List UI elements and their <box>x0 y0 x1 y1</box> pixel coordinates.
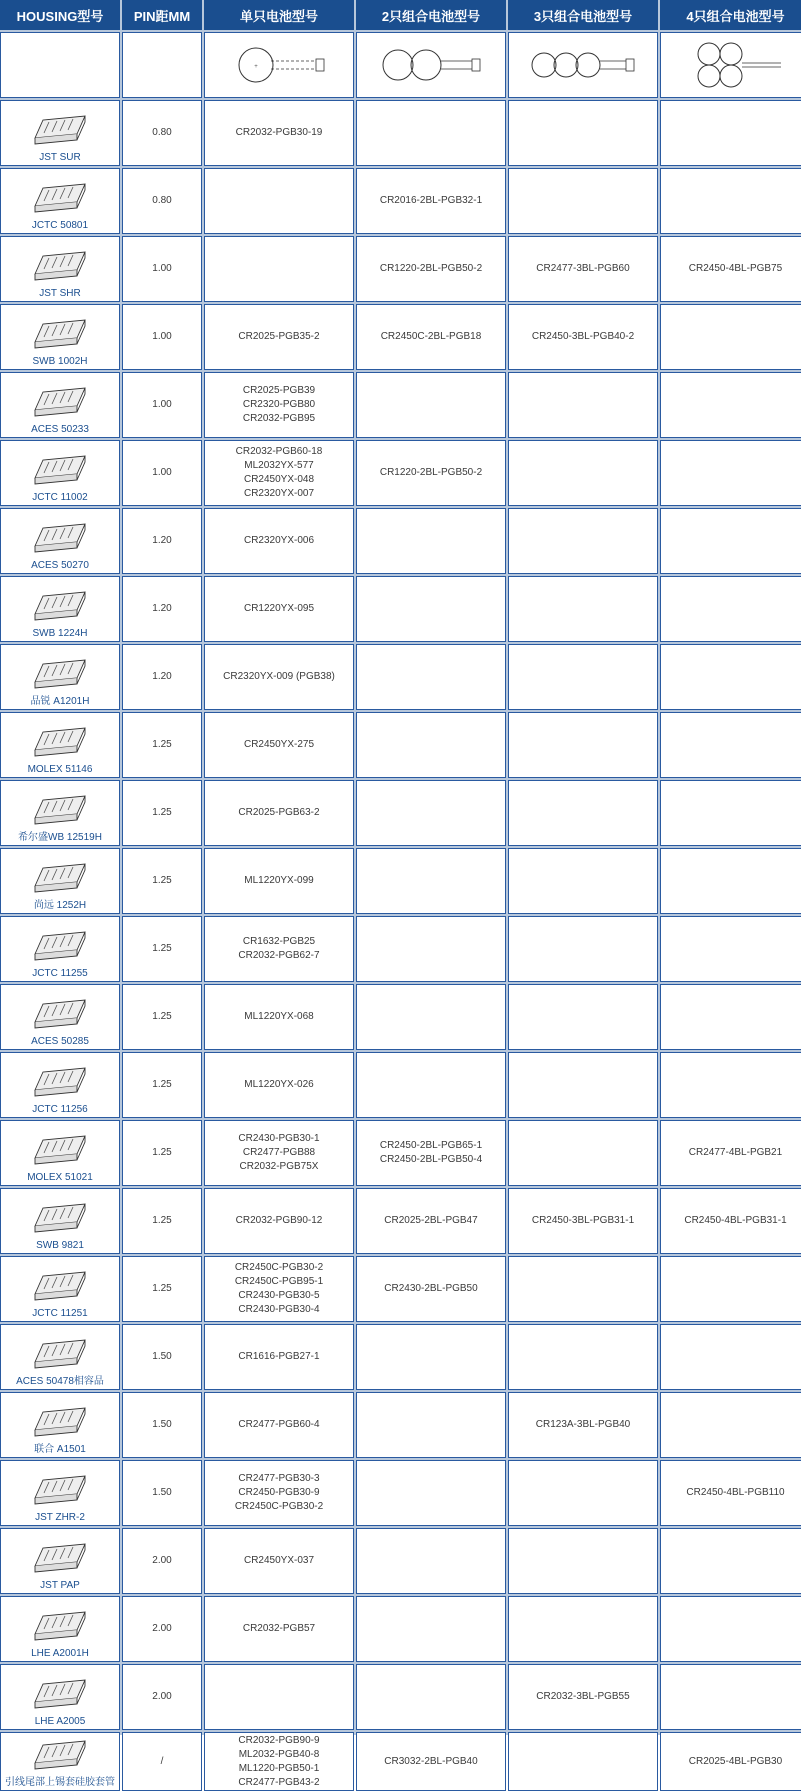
single-battery-cell <box>204 100 354 166</box>
two-battery-cell <box>356 1120 506 1186</box>
connector-housing-icon <box>29 1264 91 1308</box>
battery-model: CR2032-PGB30-19 <box>235 127 323 138</box>
housing-cell <box>0 1460 120 1526</box>
pitch-value: 1.25 <box>152 1079 172 1090</box>
pitch-cell <box>122 1596 202 1662</box>
connector-housing-icon <box>29 720 91 764</box>
pitch-value: 0.80 <box>152 195 172 206</box>
pitch-value: 2.00 <box>152 1555 172 1566</box>
two-battery-cell <box>356 916 506 982</box>
battery-model: CR2450-4BL-PGB110 <box>686 1487 785 1498</box>
battery-model: CR2477-PGB60-4 <box>238 1419 320 1430</box>
battery-model: CR1632-PGB25 <box>242 936 316 947</box>
battery-model: ML1220YX-068 <box>244 1011 314 1022</box>
single-battery-cell <box>204 712 354 778</box>
pitch-cell <box>122 168 202 234</box>
battery-model: CR2320YX-006 <box>243 535 315 546</box>
pitch-cell <box>122 848 202 914</box>
battery-model: CR1616-PGB27-1 <box>238 1351 320 1362</box>
three-battery-cell <box>508 1052 658 1118</box>
header-two-battery: 2只组合电池型号 <box>356 0 506 30</box>
two-battery-cell <box>356 984 506 1050</box>
four-battery-cell <box>660 1324 801 1390</box>
housing-cell <box>0 1392 120 1458</box>
battery-model: CR2430-PGB30-4 <box>238 1304 320 1315</box>
connector-housing-icon <box>29 652 91 696</box>
connector-housing-icon <box>29 1332 91 1376</box>
two-battery-cell <box>356 1528 506 1594</box>
housing-cell <box>0 1324 120 1390</box>
battery-model: CR2450YX-037 <box>243 1555 315 1566</box>
two-battery-cell <box>356 780 506 846</box>
housing-cell <box>0 100 120 166</box>
three-battery-cell <box>508 712 658 778</box>
pitch-value: 1.20 <box>152 603 172 614</box>
three-battery-cell <box>508 984 658 1050</box>
two-battery-cell <box>356 712 506 778</box>
pitch-value: 1.20 <box>152 671 172 682</box>
single-battery-icon <box>224 41 334 89</box>
battery-model: CR2450-2BL-PGB50-4 <box>379 1154 483 1165</box>
pitch-value: 1.25 <box>152 943 172 954</box>
pitch-cell <box>122 1392 202 1458</box>
battery-model: CR2032-PGB60-18 <box>235 446 323 457</box>
housing-name: JST SHR <box>39 288 81 299</box>
battery-model: CR2025-PGB63-2 <box>238 807 320 818</box>
housing-cell <box>0 1528 120 1594</box>
two-battery-cell <box>356 508 506 574</box>
battery-model: CR2430-PGB30-5 <box>238 1290 320 1301</box>
four-battery-pack-icon <box>681 41 791 89</box>
header-four-battery: 4只组合电池型号 <box>660 0 801 30</box>
battery-model: CR2032-PGB90-12 <box>235 1215 323 1226</box>
single-battery-cell <box>204 1528 354 1594</box>
three-battery-cell <box>508 916 658 982</box>
battery-model: CR2032-PGB57 <box>242 1623 316 1634</box>
battery-model: CR3032-2BL-PGB40 <box>384 1755 478 1767</box>
two-battery-cell <box>356 1052 506 1118</box>
single-battery-cell <box>204 984 354 1050</box>
housing-name: SWB 1224H <box>32 628 88 639</box>
three-battery-cell <box>508 508 658 574</box>
pitch-cell <box>122 1664 202 1730</box>
connector-housing-icon <box>29 1468 91 1512</box>
pitch-cell <box>122 508 202 574</box>
battery-model: ML1220YX-099 <box>244 875 314 886</box>
pitch-value: 1.00 <box>152 399 172 410</box>
single-battery-cell <box>204 440 354 506</box>
two-battery-cell <box>356 1596 506 1662</box>
housing-name: 联合 A1501 <box>34 1444 86 1455</box>
two-battery-cell <box>356 372 506 438</box>
single-battery-cell <box>204 1732 354 1791</box>
housing-name: JST PAP <box>40 1580 80 1591</box>
two-battery-cell <box>356 100 506 166</box>
four-battery-cell <box>660 1120 801 1186</box>
two-battery-cell <box>356 168 506 234</box>
housing-cell <box>0 1256 120 1322</box>
four-battery-cell <box>660 1392 801 1458</box>
housing-name: SWB 1002H <box>32 356 88 367</box>
battery-model: CR1220-2BL-PGB50-2 <box>379 467 483 478</box>
battery-model: CR2450-PGB30-9 <box>238 1487 320 1498</box>
pitch-cell <box>122 100 202 166</box>
two-battery-cell <box>356 1256 506 1322</box>
pitch-value: / <box>160 1755 164 1767</box>
connector-housing-icon <box>29 448 91 492</box>
four-battery-cell <box>660 1256 801 1322</box>
battery-model: CR2320YX-007 <box>243 488 315 499</box>
pitch-value: 1.50 <box>152 1351 172 1362</box>
two-battery-cell <box>356 236 506 302</box>
pitch-value: 2.00 <box>152 1623 172 1634</box>
pitch-cell <box>122 304 202 370</box>
pitch-cell <box>122 1528 202 1594</box>
housing-name: 引线尾部上锡套硅胶套管 <box>5 1777 115 1788</box>
three-battery-cell <box>508 780 658 846</box>
single-battery-cell <box>204 1188 354 1254</box>
two-battery-pack-icon <box>376 41 486 89</box>
battery-model: CR2477-4BL-PGB21 <box>688 1147 783 1158</box>
pitch-value: 1.25 <box>152 1147 172 1158</box>
connector-housing-icon <box>29 380 91 424</box>
four-battery-cell <box>660 236 801 302</box>
three-battery-cell <box>508 1528 658 1594</box>
housing-cell <box>0 576 120 642</box>
housing-cell <box>0 1120 120 1186</box>
two-battery-cell <box>356 644 506 710</box>
two-battery-cell <box>356 1732 506 1791</box>
pitch-value: 1.25 <box>152 739 172 750</box>
battery-model: CR1220YX-095 <box>243 603 315 614</box>
housing-name: ACES 50233 <box>31 424 89 435</box>
single-battery-cell <box>204 1392 354 1458</box>
four-battery-cell <box>660 508 801 574</box>
four-battery-cell <box>660 168 801 234</box>
battery-model: CR2450-4BL-PGB31-1 <box>684 1215 787 1226</box>
pitch-cell <box>122 1324 202 1390</box>
single-battery-cell <box>204 1596 354 1662</box>
four-battery-cell <box>660 1596 801 1662</box>
three-battery-cell <box>508 1664 658 1730</box>
housing-name: JCTC 11256 <box>32 1104 88 1115</box>
connector-housing-icon <box>29 1604 91 1648</box>
housing-name: 希尔盛WB 12519H <box>18 832 102 843</box>
single-battery-cell <box>204 916 354 982</box>
three-battery-cell <box>508 304 658 370</box>
two-battery-cell <box>356 1460 506 1526</box>
battery-model: CR2477-3BL-PGB60 <box>536 263 630 274</box>
battery-model: ML1220YX-026 <box>244 1079 314 1090</box>
four-battery-cell <box>660 644 801 710</box>
housing-name: LHE A2005 <box>34 1716 86 1727</box>
four-battery-cell <box>660 1528 801 1594</box>
four-battery-cell <box>660 440 801 506</box>
three-battery-cell <box>508 372 658 438</box>
header-single-battery: 单只电池型号 <box>204 0 354 30</box>
pitch-value: 1.00 <box>152 263 172 274</box>
pitch-cell <box>122 1732 202 1791</box>
four-battery-cell <box>660 372 801 438</box>
single-battery-cell <box>204 644 354 710</box>
three-battery-cell <box>508 1120 658 1186</box>
single-battery-cell <box>204 1256 354 1322</box>
two-battery-cell <box>356 1392 506 1458</box>
two-battery-cell <box>356 1188 506 1254</box>
housing-name: JST SUR <box>39 152 81 163</box>
svg-text:+: + <box>254 64 258 70</box>
four-battery-cell <box>660 780 801 846</box>
pitch-value: 1.00 <box>152 331 172 342</box>
housing-name: 尚远 1252H <box>33 900 87 911</box>
battery-model: CR2430-PGB30-1 <box>238 1133 320 1144</box>
housing-name: ACES 50270 <box>31 560 89 571</box>
connector-housing-icon <box>29 584 91 628</box>
pitch-value: 1.25 <box>152 875 172 886</box>
three-battery-image-cell <box>508 32 658 98</box>
three-battery-cell <box>508 644 658 710</box>
battery-model: CR2032-3BL-PGB55 <box>536 1691 630 1702</box>
three-battery-cell <box>508 576 658 642</box>
two-battery-cell <box>356 576 506 642</box>
housing-cell <box>0 440 120 506</box>
single-battery-cell <box>204 1052 354 1118</box>
battery-model: CR2032-PGB95 <box>242 413 316 424</box>
single-battery-cell <box>204 236 354 302</box>
three-battery-cell <box>508 168 658 234</box>
battery-model: CR2320-PGB80 <box>242 399 316 410</box>
four-battery-cell <box>660 100 801 166</box>
four-battery-image-cell <box>660 32 801 98</box>
connector-housing-icon <box>29 788 91 832</box>
single-battery-cell <box>204 780 354 846</box>
battery-model: ML1220-PGB50-1 <box>238 1762 320 1774</box>
housing-name: JCTC 50801 <box>31 220 89 231</box>
single-battery-cell <box>204 1120 354 1186</box>
battery-model: CR2025-PGB35-2 <box>238 331 320 342</box>
single-battery-cell <box>204 508 354 574</box>
pitch-cell <box>122 644 202 710</box>
housing-name: MOLEX 51146 <box>27 764 93 775</box>
battery-model: CR2032-PGB90-9 <box>238 1734 320 1746</box>
three-battery-cell <box>508 1460 658 1526</box>
single-battery-cell <box>204 1460 354 1526</box>
pitch-cell <box>122 1120 202 1186</box>
battery-model: CR2477-PGB43-2 <box>238 1776 320 1788</box>
pitch-cell <box>122 780 202 846</box>
battery-model: CR2025-2BL-PGB47 <box>384 1215 478 1226</box>
pitch-value: 1.25 <box>152 1215 172 1226</box>
pitch-cell <box>122 916 202 982</box>
housing-cell <box>0 372 120 438</box>
single-battery-cell <box>204 848 354 914</box>
battery-model: CR2450C-PGB30-2 <box>234 1501 324 1512</box>
three-battery-cell <box>508 1596 658 1662</box>
housing-name: ACES 50478相容品 <box>16 1376 104 1387</box>
battery-model: CR2450C-PGB30-2 <box>234 1262 324 1273</box>
connector-housing-icon <box>29 1128 91 1172</box>
battery-model: CR2032-PGB62-7 <box>238 950 320 961</box>
housing-cell <box>0 848 120 914</box>
connector-housing-icon <box>29 1196 91 1240</box>
pitch-cell <box>122 984 202 1050</box>
pitch-value: 1.25 <box>152 1283 172 1294</box>
housing-cell <box>0 1596 120 1662</box>
connector-housing-icon <box>29 1672 91 1716</box>
housing-cell <box>0 712 120 778</box>
single-battery-cell <box>204 1324 354 1390</box>
battery-model: CR2450-3BL-PGB40-2 <box>531 331 635 342</box>
battery-model: CR2450C-PGB95-1 <box>234 1276 324 1287</box>
single-battery-cell <box>204 304 354 370</box>
connector-housing-icon <box>29 992 91 1036</box>
housing-name: JCTC 11255 <box>32 968 88 979</box>
connector-housing-icon <box>29 1733 91 1777</box>
connector-housing-icon <box>29 516 91 560</box>
housing-cell <box>0 1052 120 1118</box>
battery-model: CR123A-3BL-PGB40 <box>535 1419 631 1430</box>
single-battery-image-cell <box>204 32 354 98</box>
three-battery-cell <box>508 440 658 506</box>
two-battery-cell <box>356 304 506 370</box>
two-battery-image-cell <box>356 32 506 98</box>
connector-housing-icon <box>29 1400 91 1444</box>
image-row-empty-cell <box>0 32 120 98</box>
battery-model: ML2032-PGB40-8 <box>238 1748 320 1760</box>
four-battery-cell <box>660 1664 801 1730</box>
three-battery-cell <box>508 1256 658 1322</box>
housing-cell <box>0 1732 120 1791</box>
pitch-value: 1.25 <box>152 1011 172 1022</box>
connector-housing-icon <box>29 312 91 356</box>
four-battery-cell <box>660 1460 801 1526</box>
housing-cell <box>0 780 120 846</box>
housing-cell <box>0 644 120 710</box>
battery-model: CR2450YX-275 <box>243 739 315 750</box>
pitch-cell <box>122 236 202 302</box>
housing-cell <box>0 916 120 982</box>
housing-name: JCTC 11002 <box>32 492 88 503</box>
four-battery-cell <box>660 1052 801 1118</box>
connector-housing-icon <box>29 924 91 968</box>
single-battery-cell <box>204 372 354 438</box>
pitch-cell <box>122 712 202 778</box>
housing-name: SWB 9821 <box>36 1240 84 1251</box>
four-battery-cell <box>660 576 801 642</box>
pitch-value: 1.00 <box>152 467 172 478</box>
three-battery-cell <box>508 1324 658 1390</box>
battery-model: CR2450C-2BL-PGB18 <box>380 331 482 342</box>
three-battery-cell <box>508 1392 658 1458</box>
pitch-value: 1.50 <box>152 1419 172 1430</box>
pitch-cell <box>122 1052 202 1118</box>
connector-housing-icon <box>29 244 91 288</box>
housing-name: 品锐 A1201H <box>30 696 90 707</box>
housing-name: LHE A2001H <box>31 1648 89 1659</box>
housing-cell <box>0 304 120 370</box>
three-battery-cell <box>508 1732 658 1791</box>
battery-model: CR2477-PGB30-3 <box>238 1473 320 1484</box>
battery-model: CR2450-3BL-PGB31-1 <box>531 1215 635 1226</box>
pitch-cell <box>122 1460 202 1526</box>
three-battery-cell <box>508 100 658 166</box>
single-battery-cell <box>204 168 354 234</box>
battery-model: CR2025-4BL-PGB30 <box>688 1755 783 1767</box>
connector-housing-icon <box>29 1060 91 1104</box>
pitch-value: 1.25 <box>152 807 172 818</box>
housing-cell <box>0 236 120 302</box>
three-battery-cell <box>508 236 658 302</box>
housing-name: MOLEX 51021 <box>27 1172 93 1183</box>
pitch-value: 1.50 <box>152 1487 172 1498</box>
battery-model: CR2320YX-009 (PGB38) <box>223 671 335 682</box>
pitch-value: 2.00 <box>152 1691 172 1702</box>
battery-model: CR2450-2BL-PGB65-1 <box>379 1140 483 1151</box>
pitch-cell <box>122 1256 202 1322</box>
housing-name: JST ZHR-2 <box>35 1512 85 1523</box>
header-housing: HOUSING型号 <box>0 0 120 30</box>
three-battery-pack-icon <box>528 41 638 89</box>
pitch-cell <box>122 1188 202 1254</box>
two-battery-cell <box>356 440 506 506</box>
battery-model: CR2032-PGB75X <box>239 1161 319 1172</box>
battery-model: CR2430-2BL-PGB50 <box>384 1283 478 1294</box>
four-battery-cell <box>660 1732 801 1791</box>
pitch-cell <box>122 576 202 642</box>
four-battery-cell <box>660 304 801 370</box>
battery-model: ML2032YX-577 <box>244 460 314 471</box>
two-battery-cell <box>356 848 506 914</box>
image-row-empty-cell <box>122 32 202 98</box>
three-battery-cell <box>508 848 658 914</box>
housing-cell <box>0 1664 120 1730</box>
pitch-value: 1.20 <box>152 535 172 546</box>
pitch-cell <box>122 372 202 438</box>
battery-model: CR2450YX-048 <box>243 474 315 485</box>
battery-model: CR2025-PGB39 <box>242 385 316 396</box>
connector-housing-icon <box>29 856 91 900</box>
housing-cell <box>0 984 120 1050</box>
housing-name: JCTC 11251 <box>32 1308 88 1319</box>
four-battery-cell <box>660 712 801 778</box>
header-pin-pitch: PIN距MM <box>122 0 202 30</box>
pitch-cell <box>122 440 202 506</box>
connector-housing-icon <box>29 108 91 152</box>
two-battery-cell <box>356 1324 506 1390</box>
connector-housing-icon <box>29 1536 91 1580</box>
pitch-value: 0.80 <box>152 127 172 138</box>
four-battery-cell <box>660 1188 801 1254</box>
connector-housing-icon <box>29 176 91 220</box>
battery-model: CR2450-4BL-PGB75 <box>688 263 783 274</box>
three-battery-cell <box>508 1188 658 1254</box>
two-battery-cell <box>356 1664 506 1730</box>
header-three-battery: 3只组合电池型号 <box>508 0 658 30</box>
battery-model: CR1220-2BL-PGB50-2 <box>379 263 483 274</box>
four-battery-cell <box>660 984 801 1050</box>
housing-name: ACES 50285 <box>31 1036 89 1047</box>
battery-model: CR2477-PGB88 <box>242 1147 316 1158</box>
battery-model: CR2016-2BL-PGB32-1 <box>379 195 483 206</box>
housing-cell <box>0 1188 120 1254</box>
four-battery-cell <box>660 916 801 982</box>
single-battery-cell <box>204 576 354 642</box>
single-battery-cell <box>204 1664 354 1730</box>
housing-cell <box>0 508 120 574</box>
four-battery-cell <box>660 848 801 914</box>
housing-cell <box>0 168 120 234</box>
